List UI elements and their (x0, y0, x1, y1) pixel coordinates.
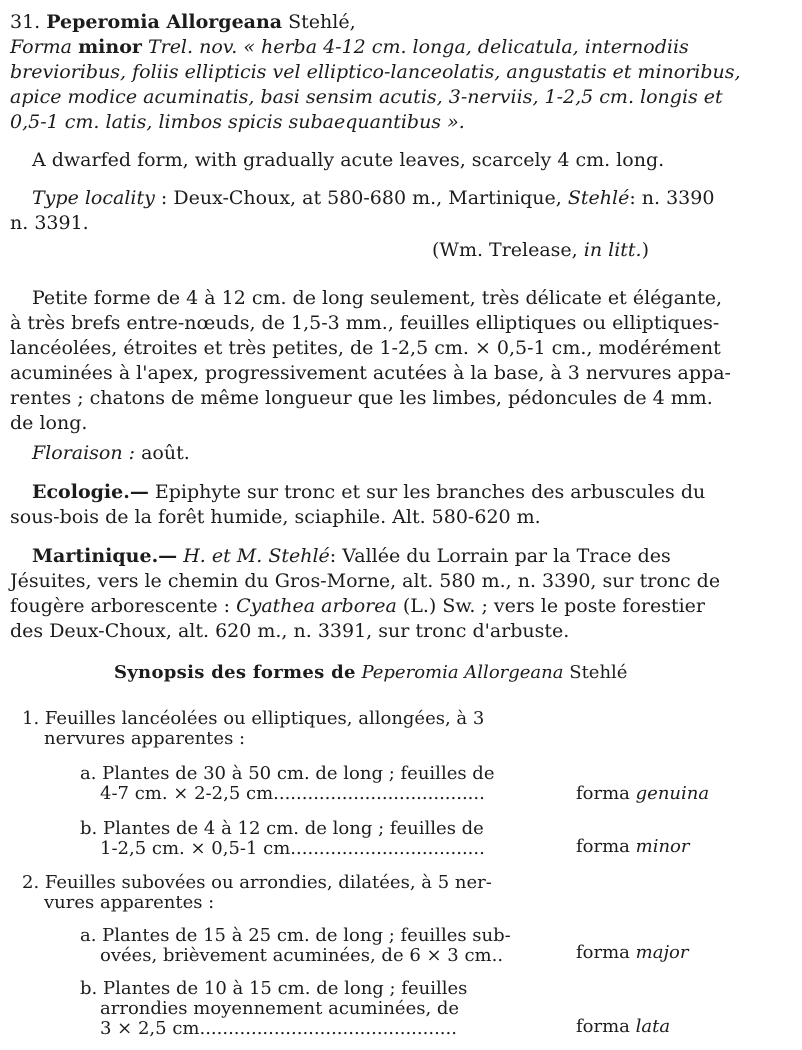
key-a1-line-2: 4-7 cm. × 2-2,5 cm..................................... (100, 783, 485, 804)
key-b1-line-1: b. Plantes de 4 à 12 cm. de long ; feuilles de (80, 818, 484, 839)
cyathea-species: Cyathea arborea (236, 595, 397, 617)
martinique-line-4: des Deux-Choux, alt. 620 m., n. 3391, sur tronc d'arbuste. (10, 620, 570, 642)
type-locality-line-2: n. 3391. (10, 212, 89, 234)
key-item-1-line-2: nervures apparentes : (44, 728, 246, 749)
species-name: Peperomia Allorgeana (46, 11, 283, 33)
key-b2-line-1: b. Plantes de 10 à 15 cm. de long ; feuilles (80, 978, 468, 999)
citation (432, 238, 649, 262)
key-item-1-line-1: 1. Feuilles lancéolées ou elliptiques, allongées, à 3 (22, 708, 485, 729)
martinique-text-3b: (L.) Sw. ; vers le poste forestier (402, 595, 705, 617)
martinique-text-1: : Vallée du Lorrain par la Trace des (329, 545, 671, 567)
key-b2-forma-name: lata (635, 1016, 671, 1037)
key-b1-forma (576, 835, 690, 859)
key-item-2-line-1: 2. Feuilles subovées ou arrondies, dilatées, à 5 ner- (22, 872, 492, 893)
synopsis-author: Stehlé (569, 662, 628, 683)
citation-suffix: ) (641, 239, 650, 261)
key-b2-forma (576, 1015, 670, 1039)
floraison-line (32, 441, 190, 465)
key-a1-forma-name: genuina (635, 783, 710, 804)
key-a1-line-1: a. Plantes de 30 à 50 cm. de long ; feuilles de (80, 763, 495, 784)
martinique-line-1 (32, 544, 671, 568)
synopsis-species: Peperomia Allorgeana (361, 662, 564, 683)
key-a2-forma (576, 941, 688, 965)
martinique-label: Martinique.— (32, 545, 178, 567)
synopsis-prefix: Synopsis des formes de (114, 662, 356, 683)
floraison-label: Floraison : (32, 442, 136, 464)
description-line-6: de long. (10, 412, 88, 434)
martinique-line-2: Jésuites, vers le chemin du Gros-Morne, alt. 580 m., n. 3390, sur tronc de (10, 570, 721, 592)
ecologie-text-1: Epiphyte sur tronc et sur les branches des arbuscules du (154, 481, 706, 503)
english-description: A dwarfed form, with gradually acute leaves, scarcely 4 cm. long. (32, 149, 665, 171)
type-locality-label: Type locality (32, 187, 155, 209)
synopsis-title (114, 661, 627, 685)
floraison-value: août. (141, 442, 190, 464)
citation-prefix: (Wm. Trelease, (432, 239, 578, 261)
description-line-5: rentes ; chatons de même longueur que les limbes, pédoncules de 4 mm. (10, 387, 713, 409)
latin-line-3: 0,5-1 cm. latis, limbos spicis subaequantibus ». (10, 111, 465, 133)
type-locality-collector: Stehlé (567, 187, 630, 209)
martinique-line-3 (10, 594, 705, 618)
key-a1-forma (576, 782, 709, 806)
latin-line-1: brevioribus, foliis ellipticis vel elliptico-lanceolatis, angustatis et minoribus, (10, 61, 741, 83)
type-locality-line (32, 186, 714, 210)
forma-word: Forma (10, 36, 73, 58)
key-a2-forma-name: major (635, 942, 689, 963)
latin-diagnosis-start: Trel. nov. « herba 4-12 cm. longa, delicatula, internodiis (147, 36, 689, 58)
latin-line-2: apice modice acuminatis, basi sensim acutis, 3-nerviis, 1-2,5 cm. longis et (10, 86, 723, 108)
key-b1-line-2: 1-2,5 cm. × 0,5-1 cm.................................. (100, 838, 485, 859)
martinique-text-3a: fougère arborescente : (10, 595, 231, 617)
key-a2-forma-word: forma (576, 942, 630, 963)
key-a2-line-1: a. Plantes de 15 à 25 cm. de long ; feuilles sub- (80, 925, 511, 946)
description-line-3: lancéolées, étroites et très petites, de 1-2,5 cm. × 0,5-1 cm., modérément (10, 337, 721, 359)
forma-minor: minor (78, 36, 142, 58)
key-b1-forma-name: minor (635, 836, 690, 857)
key-b2-line-2: arrondies moyennement acuminées, de (100, 998, 460, 1019)
martinique-collectors: H. et M. Stehlé (183, 545, 330, 567)
type-locality-text: : Deux-Choux, at 580-680 m., Martinique, (160, 187, 562, 209)
type-locality-number: : n. 3390 (629, 187, 715, 209)
description-line-2: à très brefs entre-nœuds, de 1,5-3 mm., feuilles elliptiques ou elliptiques- (10, 312, 720, 334)
key-b2-forma-word: forma (576, 1016, 630, 1037)
key-a2-line-2: ovées, brièvement acuminées, de 6 × 3 cm.. (100, 945, 504, 966)
description-line-4: acuminées à l'apex, progressivement acutées à la base, à 3 nervures appa- (10, 362, 731, 384)
forma-line (10, 35, 689, 59)
species-heading (10, 10, 356, 34)
key-b2-line-3: 3 × 2,5 cm............................................. (100, 1018, 457, 1039)
ecologie-line-2: sous-bois de la forêt humide, sciaphile. Alt. 580-620 m. (10, 506, 541, 528)
key-b1-forma-word: forma (576, 836, 630, 857)
citation-italic: in litt. (583, 239, 642, 261)
description-line-1: Petite forme de 4 à 12 cm. de long seulement, très délicate et élégante, (32, 287, 723, 309)
ecologie-label: Ecologie.— (32, 481, 149, 503)
ecologie-line-1 (32, 480, 705, 504)
species-author: Stehlé, (288, 11, 356, 33)
key-a1-forma-word: forma (576, 783, 630, 804)
species-number: 31. (10, 11, 41, 33)
key-item-2-line-2: vures apparentes : (44, 892, 215, 913)
